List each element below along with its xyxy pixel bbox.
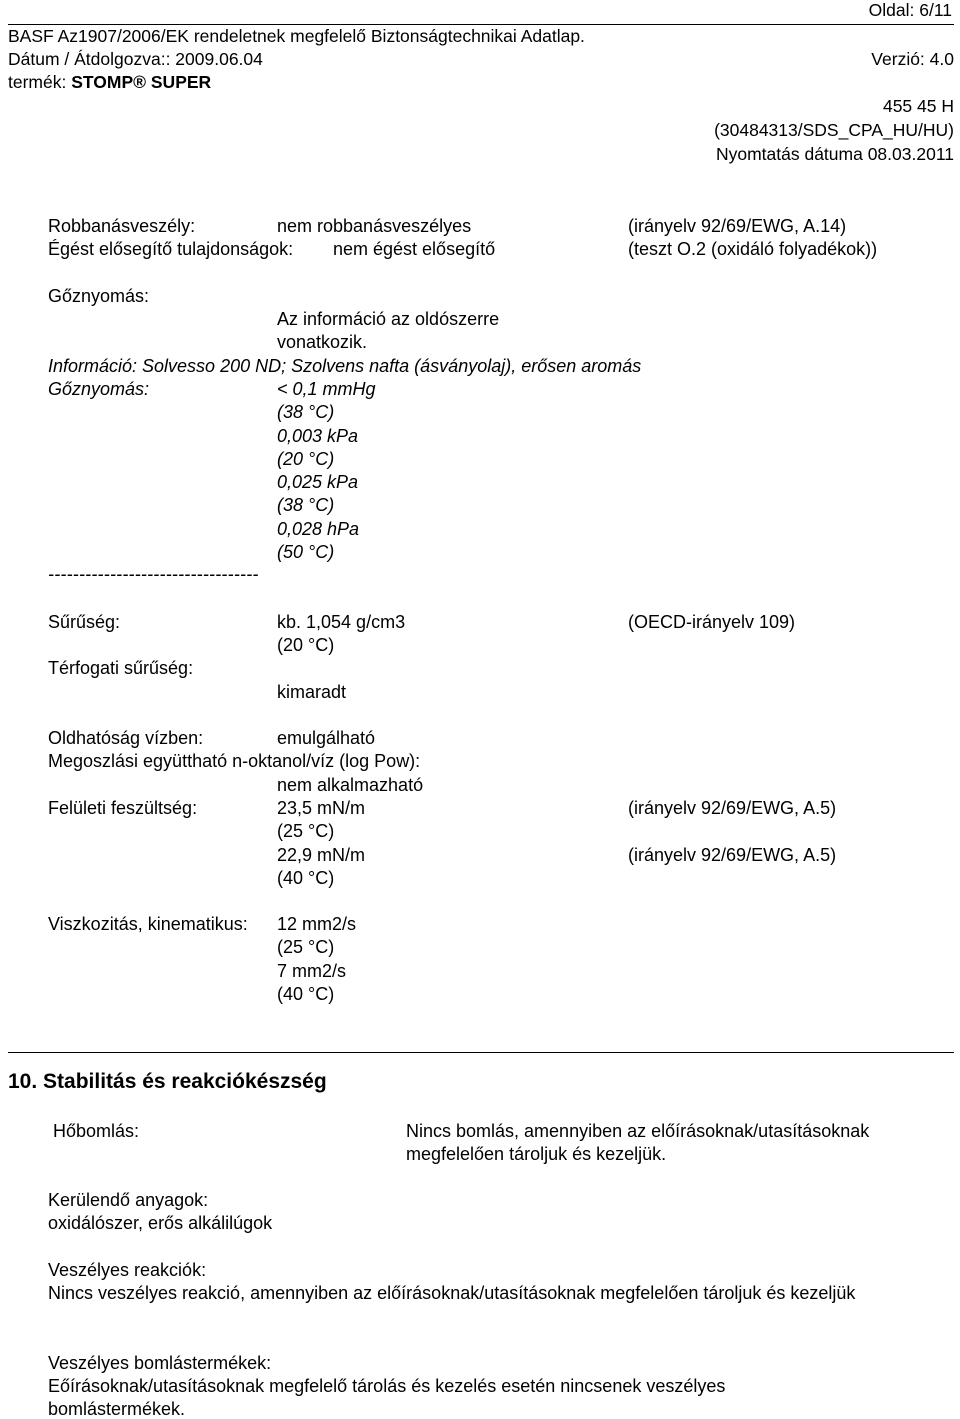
decomposition-products-label: Veszélyes bomlástermékek: [48,1353,272,1373]
vapor-temp: (38 °C) [277,402,335,422]
vapor-temp: (38 °C) [277,495,335,515]
bulk-density-value: kimaradt [277,682,347,702]
info-line: Információ: Solvesso 200 ND; Szolvens nafta (ásványolaj), erősen aromás [48,356,642,376]
hazardous-reactions-text: Nincs veszélyes reakció, amennyiben az előírásoknak/utasításoknak megfelelően tároljuk és kezeljük [48,1283,856,1303]
product-prefix: termék: [8,72,72,92]
product-name: STOMP® SUPER [71,72,212,92]
oxidizing-value: nem égést elősegítő [333,239,496,259]
vapor-value: 0,028 hPa [277,519,360,539]
surface-tension-value: 23,5 mN/m [277,798,366,818]
thermal-decomposition-text-cont: megfelelően tároljuk és kezeljük. [406,1144,667,1164]
vapor-pressure-label: Gőznyomás: [48,286,150,306]
section-rule [8,1052,954,1053]
vapor-pressure-label-2: Gőznyomás: [48,379,150,399]
solubility-label: Oldhatóság vízben: [48,728,204,748]
vapor-value: 0,003 kPa [277,426,359,446]
viscosity-temp: (40 °C) [277,984,335,1004]
decomposition-products-text: Eőírásoknak/utasításoknak megfelelő tárolás és kezelés esetén nincsenek veszélyes [48,1376,726,1396]
partition-value: nem alkalmazható [277,775,424,795]
explosion-label: Robbanásveszély: [48,216,196,236]
surface-tension-ref: (irányelv 92/69/EWG, A.5) [628,798,837,818]
dash-separator: ---------------------------------- [48,564,259,584]
section-title: 10. Stabilitás és reakciókészség [8,1070,327,1093]
vapor-temp: (50 °C) [277,542,335,562]
surface-tension-temp: (40 °C) [277,868,335,888]
product-line [8,74,211,92]
viscosity-value: 7 mm2/s [277,961,347,981]
vapor-value: 0,025 kPa [277,472,359,492]
surface-tension-value: 22,9 mN/m [277,845,366,865]
oxidizing-label: Égést elősegítő tulajdonságok: [48,239,294,259]
sds-code: (30484313/SDS_CPA_HU/HU) [714,120,954,140]
vapor-note-cont: vonatkozik. [277,332,368,352]
product-code: 455 45 H [882,96,954,116]
materials-to-avoid-text: oxidálószer, erős alkálilúgok [48,1213,273,1233]
print-date: Nyomtatás dátuma 08.03.2011 [715,144,954,164]
version: Verzió: 4.0 [871,49,954,69]
vapor-value: < 0,1 mmHg [277,379,376,399]
surface-tension-label: Felületi feszültség: [48,798,198,818]
viscosity-temp: (25 °C) [277,937,335,957]
density-temp: (20 °C) [277,635,335,655]
bulk-density-label: Térfogati sűrűség: [48,658,194,678]
explosion-value: nem robbanásveszélyes [277,216,472,236]
hazardous-reactions-label: Veszélyes reakciók: [48,1260,207,1280]
thermal-decomposition-label: Hőbomlás: [53,1121,140,1141]
decomposition-products-text-cont: bomlástermékek. [48,1399,186,1419]
oxidizing-ref: (teszt O.2 (oxidáló folyadékok)) [628,239,878,259]
viscosity-label: Viszkozitás, kinematikus: [48,914,248,934]
density-ref: (OECD-irányelv 109) [628,612,796,632]
solubility-value: emulgálható [277,728,376,748]
partition-label: Megoszlási együttható n-oktanol/víz (log Pow): [48,751,421,771]
revision-date: Dátum / Átdolgozva:: 2009.06.04 [8,49,263,69]
density-label: Sűrűség: [48,612,121,632]
thermal-decomposition-text: Nincs bomlás, amennyiben az előírásoknak/utasításoknak [406,1121,870,1141]
header-rule [8,24,954,25]
page-number: Oldal: 6/11 [868,0,952,20]
document-title: BASF Az1907/2006/EK rendeletnek megfelelő Biztonságtechnikai Adatlap. [8,26,585,46]
materials-to-avoid-label: Kerülendő anyagok: [48,1190,209,1210]
vapor-temp: (20 °C) [277,449,335,469]
explosion-ref: (irányelv 92/69/EWG, A.14) [628,216,847,236]
surface-tension-ref: (irányelv 92/69/EWG, A.5) [628,845,837,865]
surface-tension-temp: (25 °C) [277,821,335,841]
vapor-note: Az információ az oldószerre [277,309,500,329]
viscosity-value: 12 mm2/s [277,914,357,934]
density-value: kb. 1,054 g/cm3 [277,612,406,632]
